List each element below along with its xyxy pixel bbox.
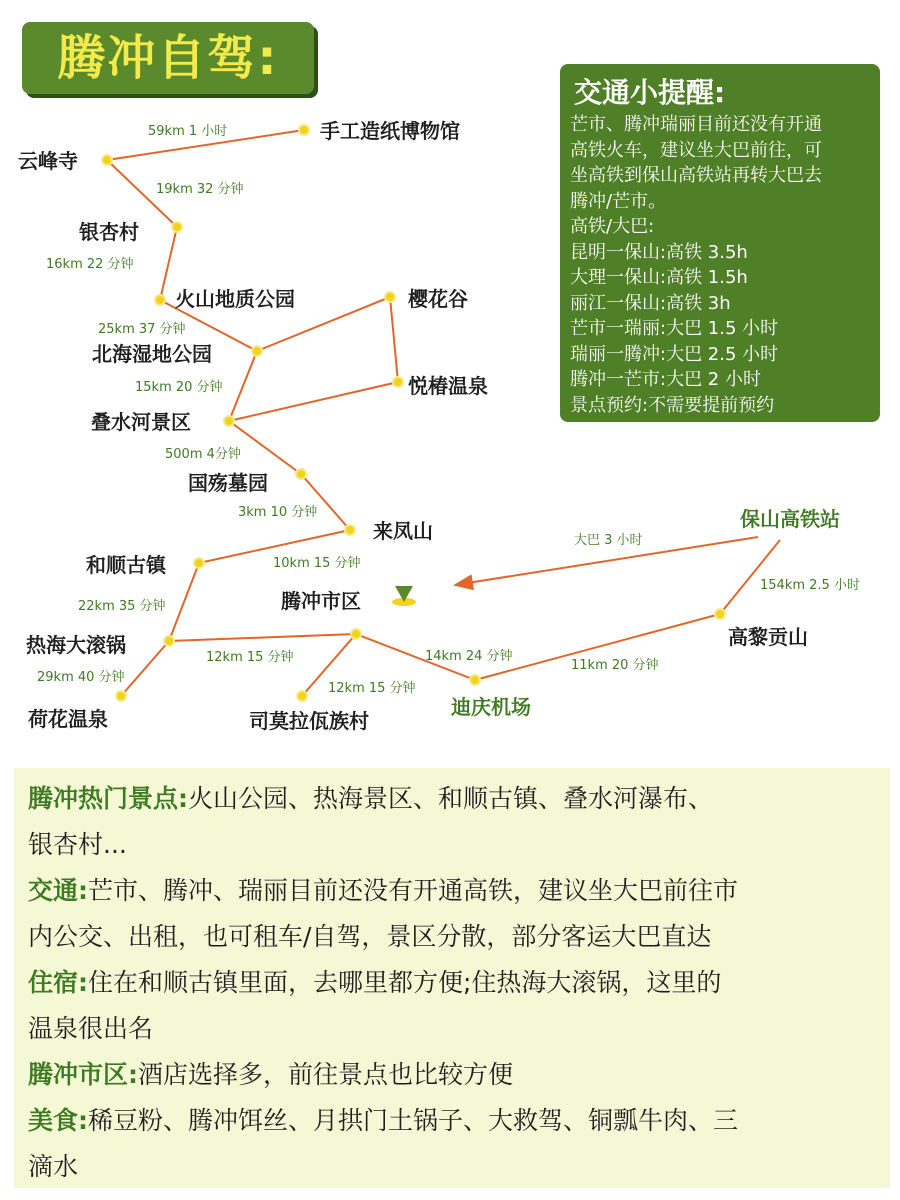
route-heshun-rehai	[169, 563, 199, 641]
node-simola	[297, 691, 307, 701]
dist-label: 12km 15 分钟	[206, 650, 294, 665]
node-cemetery	[296, 469, 306, 479]
tips-line: 昆明一保山:高铁 3.5h	[570, 241, 748, 263]
label-sakura: 樱花谷	[408, 287, 468, 311]
node-airport	[470, 675, 480, 685]
label-baoshan: 保山高铁站	[740, 507, 840, 531]
info-heading: 交通:	[28, 876, 88, 905]
info-text: 住在和顺古镇里面，去哪里都方便;住热海大滚锅，这里的	[88, 968, 722, 997]
dist-label: 10km 15 分钟	[273, 556, 361, 571]
info-text: 火山公园、热海景区、和顺古镇、叠水河瀑布、	[188, 784, 714, 813]
tips-line: 腾冲/芒市。	[570, 190, 667, 212]
label-lotus: 荷花温泉	[28, 707, 108, 731]
route-sakura-yuechun	[390, 297, 398, 382]
node-junction	[351, 629, 361, 639]
tips-line: 坐高铁到保山高铁站再转大巴去	[570, 165, 822, 186]
tips-line: 丽江一保山:高铁 3h	[570, 292, 731, 314]
node-rehai	[164, 636, 174, 646]
tips-line: 腾冲一芒市:大巴 2 小时	[570, 369, 761, 390]
node-heshun	[194, 558, 204, 568]
node-dieshui	[224, 416, 234, 426]
info-heading: 美食:	[28, 1106, 88, 1135]
info-line	[28, 776, 890, 822]
node-beihai	[252, 346, 262, 356]
dist-label: 59km 1 小时	[148, 124, 228, 139]
label-laifeng: 来凤山	[373, 519, 433, 543]
node-yinxing	[172, 222, 182, 232]
info-line	[28, 868, 890, 914]
dist-label: 大巴 3 小时	[574, 533, 643, 548]
label-gaoli: 高黎贡山	[728, 625, 808, 649]
title-banner	[22, 22, 314, 94]
dist-label: 22km 35 分钟	[78, 599, 166, 614]
dist-label: 19km 32 分钟	[156, 182, 244, 197]
route-rehai-lotus	[121, 641, 169, 696]
label-yuechun: 悦椿温泉	[408, 374, 488, 398]
tips-line: 高铁/大巴:	[570, 216, 655, 237]
info-heading: 住宿:	[28, 968, 88, 997]
tips-body	[570, 112, 870, 418]
tips-line: 大理一保山:高铁 1.5h	[570, 267, 748, 288]
node-volcano	[155, 295, 165, 305]
label-heshun: 和顺古镇	[86, 553, 166, 577]
info-line	[28, 914, 890, 960]
info-line	[28, 1052, 890, 1098]
location-pin-icon	[392, 586, 416, 606]
dist-label: 11km 20 分钟	[571, 658, 659, 673]
info-line	[28, 1098, 890, 1144]
info-text: 滴水	[28, 1152, 79, 1181]
dist-label: 154km 2.5 小时	[760, 578, 860, 593]
dist-label: 12km 15 分钟	[328, 681, 416, 696]
dist-label: 3km 10 分钟	[238, 505, 318, 520]
info-line	[28, 1144, 890, 1190]
info-heading: 腾冲市区:	[28, 1060, 138, 1089]
info-text: 温泉很出名	[28, 1014, 154, 1043]
node-paper-museum	[299, 125, 309, 135]
dist-label: 25km 37 分钟	[98, 322, 186, 337]
label-airport: 迪庆机场	[451, 695, 531, 719]
info-text: 银杏村...	[28, 830, 127, 859]
transport-tips-panel	[560, 64, 880, 422]
route-yuechun-dieshui	[229, 382, 398, 421]
node-laifeng	[345, 525, 355, 535]
label-city: 腾冲市区	[281, 589, 361, 613]
node-sakura	[385, 292, 395, 302]
node-yunfeng	[102, 155, 112, 165]
node-lotus	[116, 691, 126, 701]
info-text: 酒店选择多，前往景点也比较方便	[138, 1060, 514, 1089]
route-rehai-junction	[169, 634, 356, 641]
label-cemetery: 国殇墓园	[188, 471, 268, 495]
route-cemetery-laifeng	[301, 474, 350, 530]
info-text: 内公交、出租，也可租车/自驾，景区分散，部分客运大巴直达	[28, 922, 712, 951]
dist-label: 29km 40 分钟	[37, 670, 125, 685]
label-beihai: 北海湿地公园	[92, 342, 212, 366]
tips-line: 瑞丽一腾冲:大巴 2.5 小时	[570, 343, 779, 365]
route-beihai-dieshui	[229, 351, 257, 421]
dist-label: 15km 20 分钟	[135, 380, 223, 395]
node-gaoli	[715, 609, 725, 619]
route-gaoli-baoshan	[720, 540, 780, 614]
dist-label: 16km 22 分钟	[46, 257, 134, 272]
tips-title: 交通小提醒:	[574, 76, 726, 109]
tips-line: 景点预约:不需要提前预约	[570, 394, 775, 416]
info-line	[28, 822, 890, 868]
label-yunfeng: 云峰寺	[18, 149, 78, 173]
info-text: 稀豆粉、腾冲饵丝、月拱门土锅子、大救驾、铜瓢牛肉、三	[88, 1106, 739, 1135]
node-yuechun	[393, 377, 403, 387]
label-dieshui: 叠水河景区	[91, 410, 191, 434]
label-yinxing: 银杏村	[79, 220, 139, 244]
info-heading: 腾冲热门景点:	[28, 784, 188, 813]
info-panel	[14, 768, 890, 1188]
label-paper-museum: 手工造纸博物馆	[320, 119, 460, 143]
info-line	[28, 960, 890, 1006]
info-line	[28, 1006, 890, 1052]
tips-line: 芒市一瑞丽:大巴 1.5 小时	[570, 318, 779, 339]
tips-line: 芒市、腾冲瑞丽目前还没有开通	[570, 114, 822, 135]
info-text: 芒市、腾冲、瑞丽目前还没有开通高铁，建议坐大巴前往市	[88, 876, 739, 905]
dist-label: 14km 24 分钟	[425, 649, 513, 664]
tips-line: 高铁火车，建议坐大巴前往，可	[570, 139, 822, 161]
label-rehai: 热海大滚锅	[26, 633, 126, 657]
label-simola: 司莫拉佤族村	[249, 709, 369, 733]
page-title: 腾冲自驾:	[57, 30, 279, 86]
dist-label: 500m 4分钟	[165, 447, 241, 462]
label-volcano: 火山地质公园	[175, 287, 295, 311]
